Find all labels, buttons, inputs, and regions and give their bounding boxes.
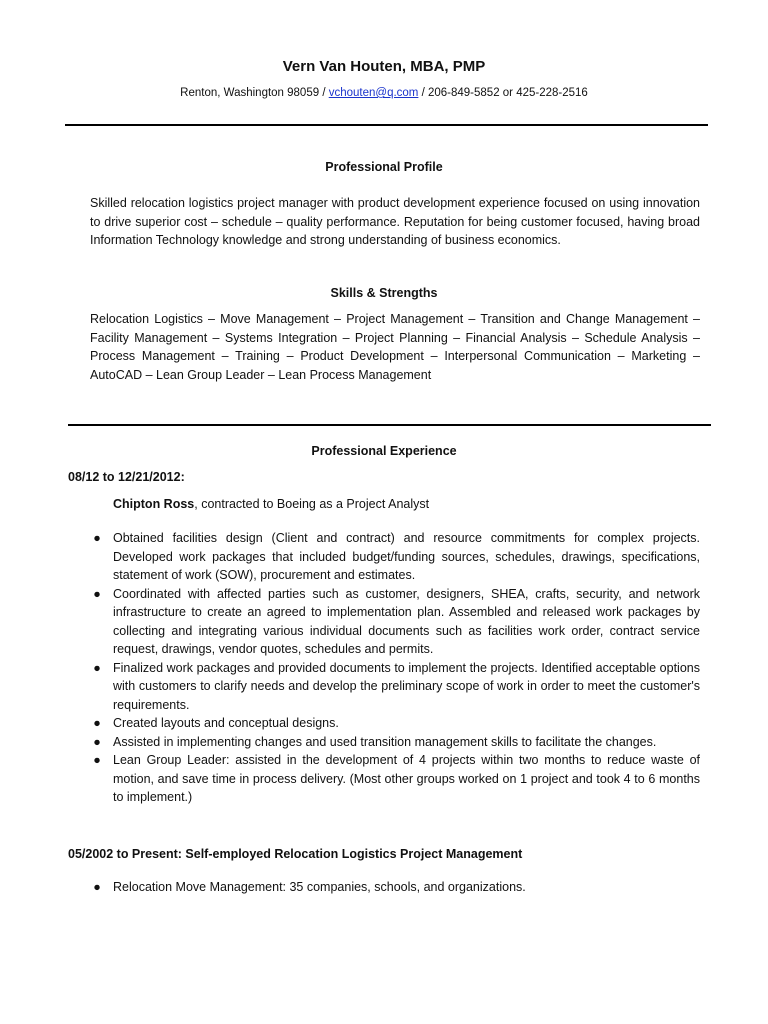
- bullet-text: Coordinated with affected parties such as customer, designers, SHEA, crafts, security, and network infrastructure to create an agreed to implementation plan. Assembled and released work packages by collecting and integrating various individual documents such as facilities work order, contract service request, drawings, vendor quotes, schedules and permits.: [113, 586, 700, 656]
- list-item: [93, 714, 700, 733]
- bullet-icon: ●: [93, 734, 101, 749]
- job-1-employer-line: [113, 497, 429, 511]
- job-1-dates: 08/12 to 12/21/2012:: [68, 470, 185, 484]
- phone-text: / 206-849-5852 or 425-228-2516: [418, 87, 588, 99]
- bullet-icon: ●: [93, 880, 101, 894]
- skills-heading: Skills & Strengths: [330, 286, 438, 300]
- list-item: [93, 529, 700, 585]
- contact-line: [0, 87, 768, 99]
- bullet-icon: ●: [93, 586, 101, 601]
- job-1-employer-detail: , contracted to Boeing as a Project Analyst: [194, 497, 430, 511]
- list-item: [93, 733, 700, 752]
- header-divider: [65, 124, 708, 126]
- bullet-text: Relocation Move Management: 35 companies, schools, and organizations.: [113, 880, 526, 894]
- list-item: [93, 878, 700, 897]
- location-text: Renton, Washington 98059 /: [180, 87, 329, 99]
- profile-heading: Professional Profile: [325, 160, 443, 174]
- experience-heading: Professional Experience: [311, 444, 457, 458]
- bullet-text: Finalized work packages and provided documents to implement the projects. Identified acceptable options with customers to clarify needs and develop the preliminary scope of work in order to meet the customer's requirements.: [113, 660, 700, 712]
- candidate-name: Vern Van Houten, MBA, PMP: [282, 58, 486, 75]
- skills-text: Relocation Logistics – Move Management – Project Management – Transition and Change Management – Facility Management – Systems Integration – Project Planning – Financial Analysis – Schedule Analysis – Process Management – Training – Product Development – Interpersonal Communication – Marketing – AutoCAD – Lean Group Leader – Lean Process Management: [90, 312, 700, 382]
- list-item: [93, 659, 700, 715]
- bullet-text: Lean Group Leader: assisted in the development of 4 projects within two months to reduce waste of motion, and save time in process delivery. (Most other groups worked on 1 project and took 4 to 6 months to implement.): [113, 753, 700, 804]
- experience-divider: [68, 424, 711, 426]
- bullet-icon: ●: [93, 716, 101, 730]
- bullet-icon: ●: [93, 753, 101, 767]
- bullet-icon: ●: [93, 531, 101, 545]
- bullet-text: Assisted in implementing changes and used transition management skills to facilitate the changes.: [113, 734, 657, 749]
- job-1-bullet-list: [0, 529, 768, 807]
- bullet-text: Created layouts and conceptual designs.: [113, 716, 339, 730]
- job-1-employer: Chipton Ross: [113, 497, 195, 511]
- bullet-text: Obtained facilities design (Client and contract) and resource commitments for complex projects. Developed work packages that included budget/funding sources, schedules, drawings, specifications, statement of work (SOW), procurement and estimates.: [113, 531, 700, 582]
- email-link[interactable]: vchouten@q.com: [328, 87, 419, 99]
- list-item: [93, 751, 700, 807]
- profile-text: Skilled relocation logistics project manager with product development experience focused on using innovation to drive superior cost – schedule – quality performance. Reputation for being customer focused, having broad Information Technology knowledge and strong understanding of business economics.: [90, 196, 700, 247]
- job-2-dates: 05/2002 to Present: Self-employed Relocation Logistics Project Management: [68, 847, 523, 861]
- list-item: [93, 585, 700, 659]
- job-2-bullet-list: [0, 878, 768, 897]
- bullet-icon: ●: [93, 660, 101, 675]
